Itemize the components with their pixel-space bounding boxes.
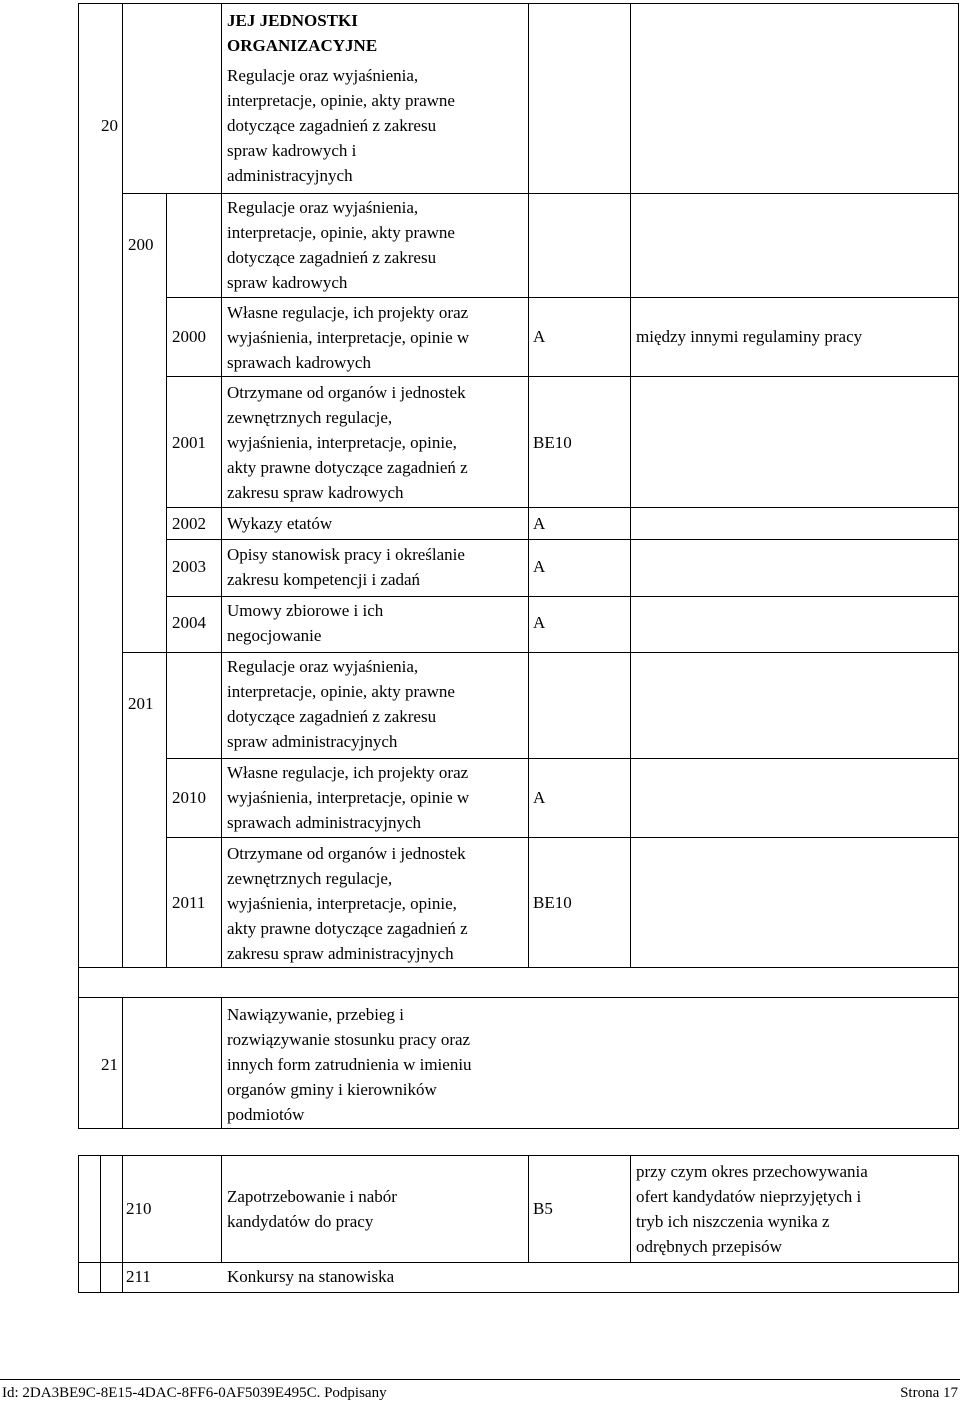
row-2003-description: Opisy stanowisk pracy i określanie zakresu kompetencji i zadań	[227, 545, 465, 589]
section-21-description: Nawiązywanie, przebieg i rozwiązywanie stosunku pracy oraz innych form zatrudnienia w imieniu organów gminy i kierowników podmiotów	[227, 1005, 472, 1124]
row-210-remarks: przy czym okres przechowywania ofert kandydatów nieprzyjętych i tryb ich niszczenia wynika z odrębnych przepisów	[636, 1162, 868, 1256]
row-210-description: Zapotrzebowanie i nabór kandydatów do pracy	[227, 1187, 397, 1231]
footer-page-number: Strona 17	[900, 1385, 958, 1401]
row-210-code: 210	[126, 1199, 152, 1218]
row-2010-description: Własne regulacje, ich projekty oraz wyjaśnienia, interpretacje, opinie w sprawach administracyjnych	[227, 763, 470, 832]
row-2000-description: Własne regulacje, ich projekty oraz wyjaśnienia, interpretacje, opinie w sprawach kadrowych	[227, 303, 470, 372]
footer-rule	[0, 1379, 960, 1380]
row-2003-code: 2003	[172, 557, 206, 576]
row-2010-category: A	[533, 788, 546, 807]
row-200-code: 200	[128, 235, 154, 254]
row-2003-category: A	[533, 557, 546, 576]
row-2011-code: 2011	[172, 893, 206, 912]
row-201-code: 201	[128, 694, 154, 713]
row-2011-category: BE10	[533, 893, 572, 912]
row-2000-code: 2000	[172, 327, 206, 346]
row-2000-remarks: między innymi regulaminy pracy	[636, 327, 863, 346]
row-2011-description: Otrzymane od organów i jednostek zewnętrznych regulacje, wyjaśnienia, interpretacje, opinie, akty prawne dotyczące zagadnień z zakresu spraw administracyjnych	[227, 844, 468, 963]
row-2001-category: BE10	[533, 433, 572, 452]
section-21-code: 21	[101, 1055, 118, 1074]
row-2004-description: Umowy zbiorowe i ich negocjowanie	[227, 601, 384, 645]
footer-document-id: Id: 2DA3BE9C-8E15-4DAC-8FF6-0AF5039E495C. Podpisany	[2, 1385, 387, 1401]
row-201-description: Regulacje oraz wyjaśnienia, interpretacje, opinie, akty prawne dotyczące zagadnień z zakresu spraw administracyjnych	[227, 657, 455, 751]
row-2010-code: 2010	[172, 788, 206, 807]
row-211-description: Konkursy na stanowiska	[227, 1267, 395, 1286]
row-210-category: B5	[533, 1199, 553, 1218]
row-2004-category: A	[533, 613, 546, 632]
row-211-code: 211	[126, 1267, 151, 1286]
section-20-title: JEJ JEDNOSTKI ORGANIZACYJNE	[227, 11, 378, 55]
row-2002-category: A	[533, 514, 546, 533]
section-20-description: Regulacje oraz wyjaśnienia, interpretacje, opinie, akty prawne dotyczące zagadnień z zakresu spraw kadrowych i administracyjnych	[227, 66, 455, 185]
row-2004-code: 2004	[172, 613, 206, 632]
row-2002-description: Wykazy etatów	[227, 514, 333, 533]
row-2002-code: 2002	[172, 514, 206, 533]
section-20-code: 20	[101, 116, 118, 135]
row-2001-code: 2001	[172, 433, 206, 452]
row-2001-description: Otrzymane od organów i jednostek zewnętrznych regulacje, wyjaśnienia, interpretacje, opinie, akty prawne dotyczące zagadnień z zakresu spraw kadrowych	[227, 383, 468, 502]
row-2000-category: A	[533, 327, 546, 346]
row-200-description: Regulacje oraz wyjaśnienia, interpretacje, opinie, akty prawne dotyczące zagadnień z zakresu spraw kadrowych	[227, 198, 455, 292]
